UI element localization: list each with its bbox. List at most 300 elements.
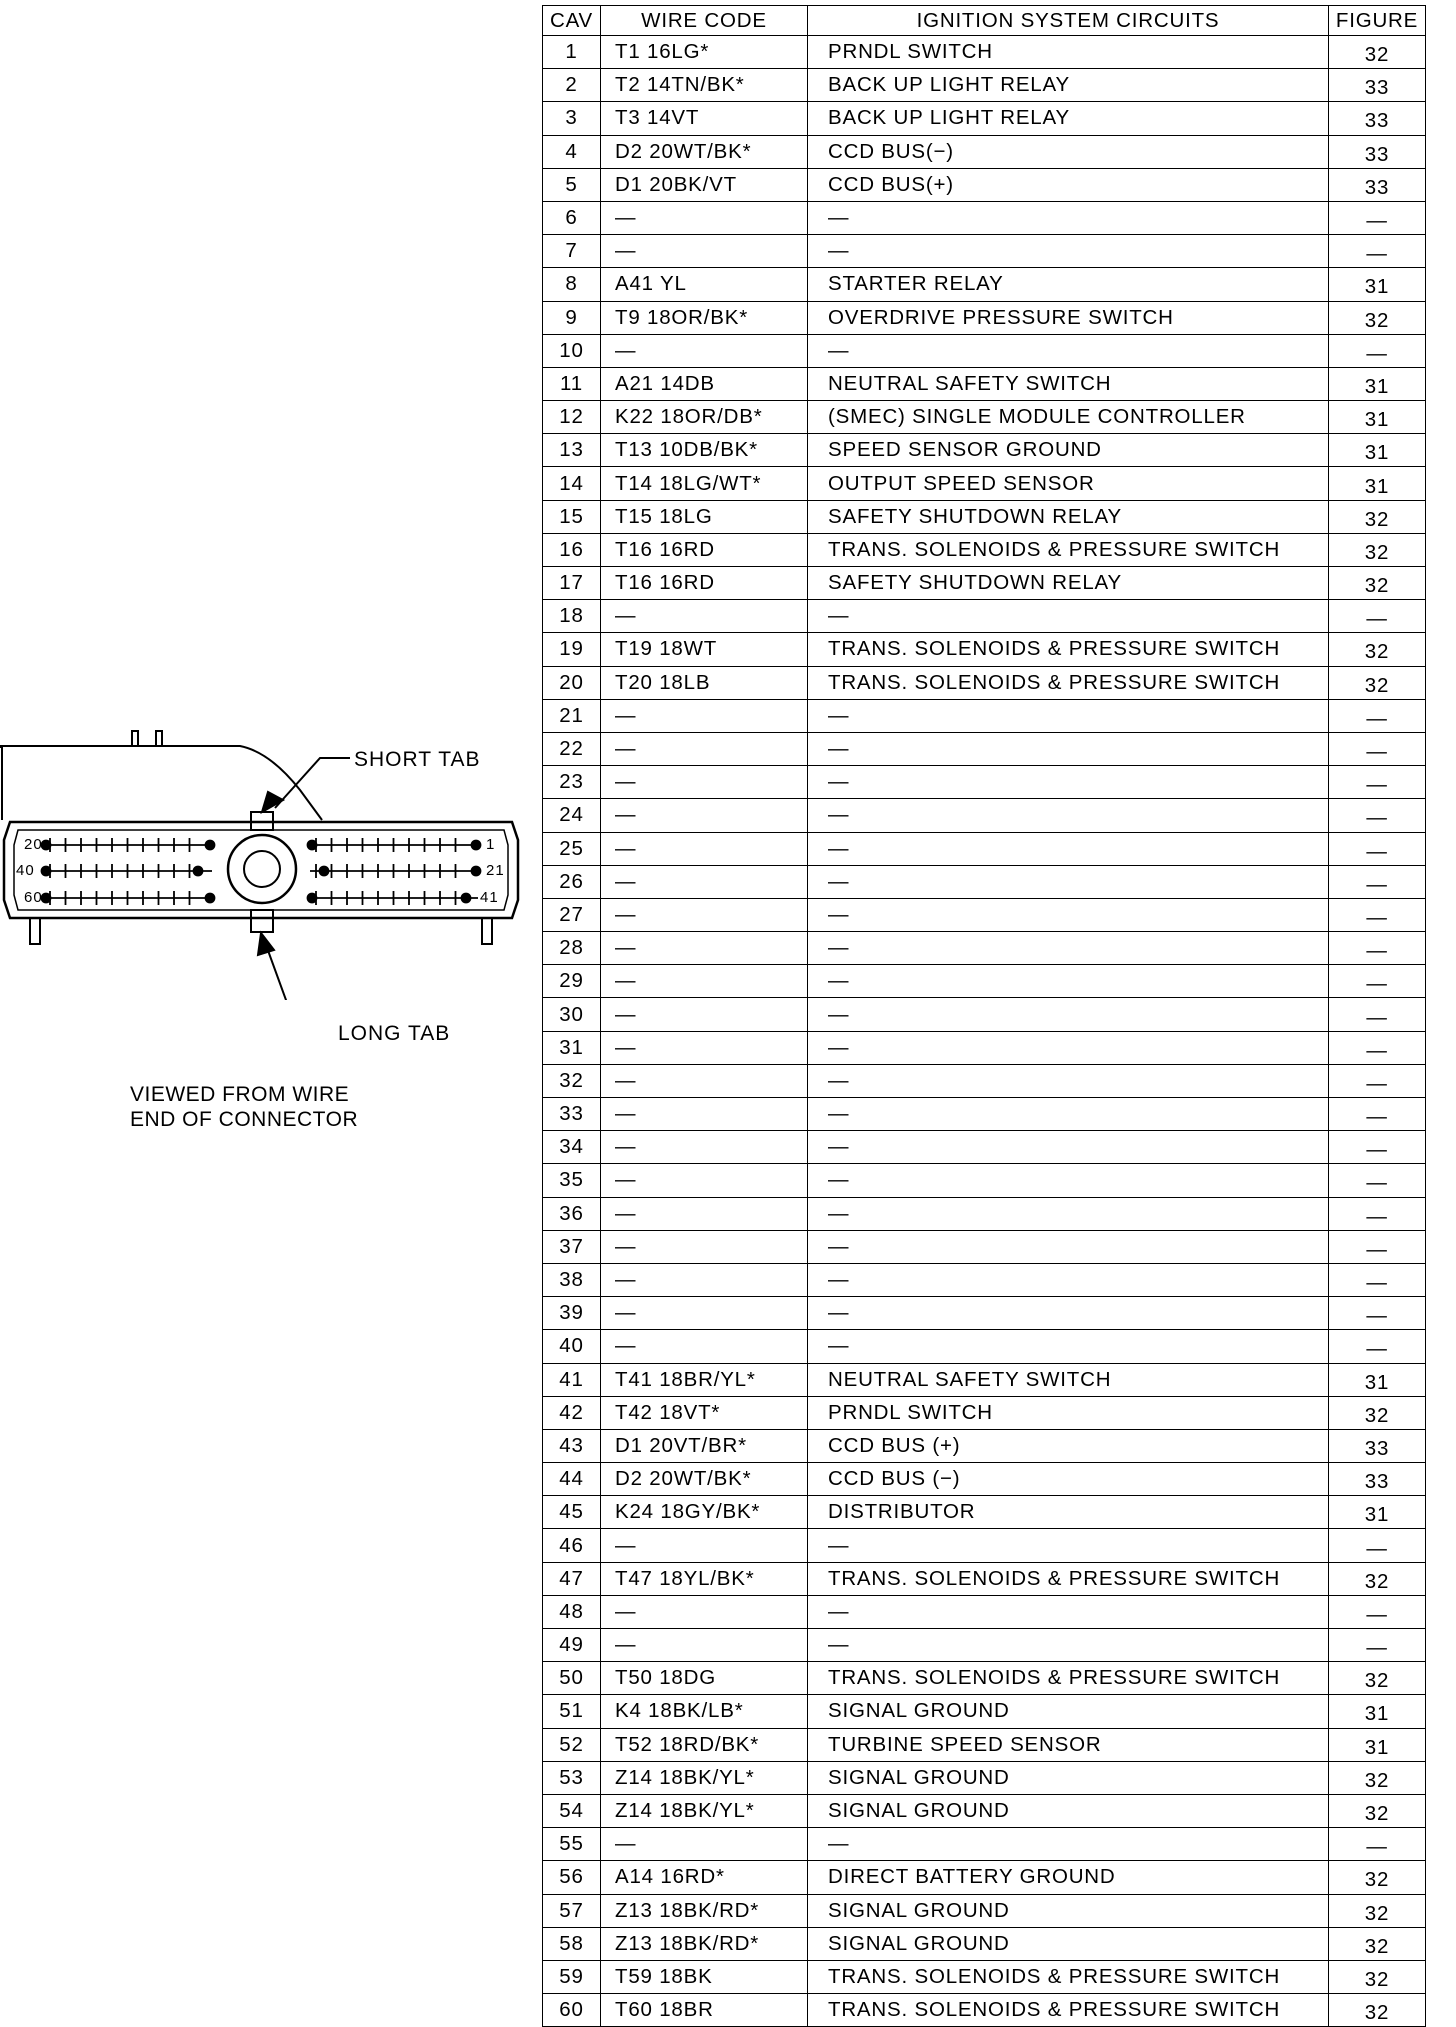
wire-code-cell: T1 16LG* bbox=[601, 36, 808, 69]
circuit-cell: — bbox=[808, 1595, 1329, 1628]
wire-code-cell: — bbox=[601, 965, 808, 998]
figure-cell: 32 bbox=[1329, 533, 1426, 566]
short-tab-arrowhead bbox=[262, 792, 283, 812]
wire-code-cell: D1 20BK/VT bbox=[601, 168, 808, 201]
table-row bbox=[543, 865, 1426, 898]
table-row bbox=[543, 633, 1426, 666]
figure-cell: — bbox=[1329, 832, 1426, 865]
figure-cell: 31 bbox=[1329, 434, 1426, 467]
table-row bbox=[543, 434, 1426, 467]
cav-cell: 51 bbox=[543, 1695, 601, 1728]
wire-code-cell: — bbox=[601, 1263, 808, 1296]
circuit-cell: NEUTRAL SAFETY SWITCH bbox=[808, 367, 1329, 400]
pin-label-20: 20 bbox=[24, 836, 43, 853]
table-row bbox=[543, 1429, 1426, 1462]
cav-cell: 37 bbox=[543, 1230, 601, 1263]
wire-code-cell: — bbox=[601, 998, 808, 1031]
table-row bbox=[543, 1263, 1426, 1296]
circuit-cell: SIGNAL GROUND bbox=[808, 1794, 1329, 1827]
wire-code-cell: — bbox=[601, 932, 808, 965]
figure-cell: 31 bbox=[1329, 1695, 1426, 1728]
figure-cell: 32 bbox=[1329, 567, 1426, 600]
wire-code-cell: — bbox=[601, 1131, 808, 1164]
cav-cell: 24 bbox=[543, 799, 601, 832]
figure-cell: 33 bbox=[1329, 1463, 1426, 1496]
pin-key-dot bbox=[462, 894, 471, 903]
wire-code-cell: T59 18BK bbox=[601, 1960, 808, 1993]
cav-cell: 58 bbox=[543, 1927, 601, 1960]
circuit-cell: NEUTRAL SAFETY SWITCH bbox=[808, 1363, 1329, 1396]
cav-cell: 46 bbox=[543, 1529, 601, 1562]
cav-cell: 56 bbox=[543, 1861, 601, 1894]
figure-cell: 33 bbox=[1329, 1429, 1426, 1462]
long-tab bbox=[251, 910, 273, 932]
table-row bbox=[543, 567, 1426, 600]
table-row bbox=[543, 533, 1426, 566]
table-row bbox=[543, 168, 1426, 201]
pin-key-dot bbox=[206, 894, 215, 903]
cav-cell: 12 bbox=[543, 401, 601, 434]
pinout-table-body bbox=[543, 36, 1426, 2027]
wire-code-cell: K22 18OR/DB* bbox=[601, 401, 808, 434]
wire-code-cell: — bbox=[601, 1629, 808, 1662]
figure-cell: 32 bbox=[1329, 1861, 1426, 1894]
circuit-cell: — bbox=[808, 235, 1329, 268]
wire-code-cell: D1 20VT/BR* bbox=[601, 1429, 808, 1462]
circuit-cell: (SMEC) SINGLE MODULE CONTROLLER bbox=[808, 401, 1329, 434]
table-row bbox=[543, 1463, 1426, 1496]
circuit-cell: — bbox=[808, 1131, 1329, 1164]
wire-code-cell: — bbox=[601, 1098, 808, 1131]
cav-cell: 15 bbox=[543, 500, 601, 533]
table-row bbox=[543, 201, 1426, 234]
wire-code-cell: T9 18OR/BK* bbox=[601, 301, 808, 334]
cav-cell: 41 bbox=[543, 1363, 601, 1396]
header-circuits: IGNITION SYSTEM CIRCUITS bbox=[808, 6, 1329, 36]
pin-key-dot bbox=[206, 841, 215, 850]
cav-cell: 44 bbox=[543, 1463, 601, 1496]
figure-cell: — bbox=[1329, 1230, 1426, 1263]
figure-cell: 32 bbox=[1329, 1960, 1426, 1993]
figure-cell: — bbox=[1329, 732, 1426, 765]
figure-cell: 33 bbox=[1329, 69, 1426, 102]
pin-key-dot bbox=[194, 867, 203, 876]
figure-cell: — bbox=[1329, 1330, 1426, 1363]
circuit-cell: SAFETY SHUTDOWN RELAY bbox=[808, 500, 1329, 533]
wire-code-cell: T3 14VT bbox=[601, 102, 808, 135]
circuit-cell: SIGNAL GROUND bbox=[808, 1761, 1329, 1794]
cav-cell: 23 bbox=[543, 766, 601, 799]
table-row bbox=[543, 1496, 1426, 1529]
cav-cell: 5 bbox=[543, 168, 601, 201]
circuit-cell: — bbox=[808, 799, 1329, 832]
table-row bbox=[543, 1529, 1426, 1562]
figure-cell: — bbox=[1329, 1164, 1426, 1197]
figure-cell: 32 bbox=[1329, 1761, 1426, 1794]
circuit-cell: — bbox=[808, 865, 1329, 898]
pin-label-21: 21 bbox=[486, 862, 505, 879]
cav-cell: 13 bbox=[543, 434, 601, 467]
circuit-cell: CCD BUS (+) bbox=[808, 1429, 1329, 1462]
table-row bbox=[543, 1927, 1426, 1960]
figure-cell: — bbox=[1329, 1828, 1426, 1861]
circuit-cell: DISTRIBUTOR bbox=[808, 1496, 1329, 1529]
circuit-cell: TURBINE SPEED SENSOR bbox=[808, 1728, 1329, 1761]
pin-key-dot bbox=[42, 894, 51, 903]
circuit-cell: — bbox=[808, 600, 1329, 633]
wire-code-cell: — bbox=[601, 898, 808, 931]
long-tab-arrowhead bbox=[258, 933, 274, 955]
cav-cell: 42 bbox=[543, 1396, 601, 1429]
figure-cell: — bbox=[1329, 1263, 1426, 1296]
wire-code-cell: — bbox=[601, 832, 808, 865]
figure-cell: — bbox=[1329, 766, 1426, 799]
header-wire-code: WIRE CODE bbox=[601, 6, 808, 36]
table-row bbox=[543, 1994, 1426, 2027]
figure-cell: — bbox=[1329, 998, 1426, 1031]
wire-code-cell: — bbox=[601, 201, 808, 234]
figure-cell: — bbox=[1329, 1297, 1426, 1330]
circuit-cell: — bbox=[808, 1629, 1329, 1662]
figure-cell: — bbox=[1329, 932, 1426, 965]
figure-cell: 32 bbox=[1329, 1396, 1426, 1429]
table-row bbox=[543, 1794, 1426, 1827]
figure-cell: 33 bbox=[1329, 168, 1426, 201]
cav-cell: 7 bbox=[543, 235, 601, 268]
wire-code-cell: — bbox=[601, 699, 808, 732]
circuit-cell: — bbox=[808, 334, 1329, 367]
circuit-cell: — bbox=[808, 965, 1329, 998]
circuit-cell: BACK UP LIGHT RELAY bbox=[808, 69, 1329, 102]
cav-cell: 22 bbox=[543, 732, 601, 765]
figure-cell: — bbox=[1329, 334, 1426, 367]
table-row bbox=[543, 1098, 1426, 1131]
pin-key-dot bbox=[320, 867, 329, 876]
wire-code-cell: — bbox=[601, 1230, 808, 1263]
table-row bbox=[543, 1297, 1426, 1330]
circuit-cell: TRANS. SOLENOIDS & PRESSURE SWITCH bbox=[808, 1994, 1329, 2027]
table-row bbox=[543, 301, 1426, 334]
latch-tab-right bbox=[156, 731, 162, 746]
wire-code-cell: — bbox=[601, 334, 808, 367]
circuit-cell: — bbox=[808, 201, 1329, 234]
table-row bbox=[543, 1761, 1426, 1794]
circuit-cell: TRANS. SOLENOIDS & PRESSURE SWITCH bbox=[808, 633, 1329, 666]
cav-cell: 35 bbox=[543, 1164, 601, 1197]
figure-cell: — bbox=[1329, 600, 1426, 633]
pin-label-60: 60 bbox=[24, 889, 43, 906]
cav-cell: 36 bbox=[543, 1197, 601, 1230]
figure-cell: — bbox=[1329, 1197, 1426, 1230]
table-row bbox=[543, 135, 1426, 168]
circuit-cell: CCD BUS(−) bbox=[808, 135, 1329, 168]
wire-code-cell: T15 18LG bbox=[601, 500, 808, 533]
table-row bbox=[543, 1131, 1426, 1164]
cav-cell: 49 bbox=[543, 1629, 601, 1662]
circuit-cell: — bbox=[808, 1263, 1329, 1296]
wire-code-cell: T19 18WT bbox=[601, 633, 808, 666]
wire-code-cell: — bbox=[601, 1330, 808, 1363]
figure-cell: 32 bbox=[1329, 1662, 1426, 1695]
circuit-cell: CCD BUS (−) bbox=[808, 1463, 1329, 1496]
header-cav: CAV bbox=[543, 6, 601, 36]
figure-cell: 31 bbox=[1329, 401, 1426, 434]
circuit-cell: SAFETY SHUTDOWN RELAY bbox=[808, 567, 1329, 600]
table-row bbox=[543, 1662, 1426, 1695]
pin-key-dot bbox=[42, 841, 51, 850]
wire-code-cell: A41 YL bbox=[601, 268, 808, 301]
figure-cell: 32 bbox=[1329, 633, 1426, 666]
cav-cell: 33 bbox=[543, 1098, 601, 1131]
table-row bbox=[543, 732, 1426, 765]
wire-code-cell: — bbox=[601, 1297, 808, 1330]
wire-code-cell: T60 18BR bbox=[601, 1994, 808, 2027]
figure-cell: — bbox=[1329, 865, 1426, 898]
cav-cell: 4 bbox=[543, 135, 601, 168]
circuit-cell: STARTER RELAY bbox=[808, 268, 1329, 301]
figure-cell: — bbox=[1329, 1064, 1426, 1097]
cav-cell: 32 bbox=[543, 1064, 601, 1097]
wire-code-cell: — bbox=[601, 865, 808, 898]
cav-cell: 28 bbox=[543, 932, 601, 965]
figure-cell: — bbox=[1329, 898, 1426, 931]
circuit-cell: — bbox=[808, 1330, 1329, 1363]
cav-cell: 54 bbox=[543, 1794, 601, 1827]
circuit-cell: BACK UP LIGHT RELAY bbox=[808, 102, 1329, 135]
table-row bbox=[543, 1064, 1426, 1097]
wire-code-cell: T50 18DG bbox=[601, 1662, 808, 1695]
circuit-cell: OVERDRIVE PRESSURE SWITCH bbox=[808, 301, 1329, 334]
latch-tab-left bbox=[132, 731, 138, 746]
cav-cell: 40 bbox=[543, 1330, 601, 1363]
figure-cell: 31 bbox=[1329, 1728, 1426, 1761]
circuit-cell: TRANS. SOLENOIDS & PRESSURE SWITCH bbox=[808, 1562, 1329, 1595]
connector-housing-top bbox=[0, 746, 322, 820]
table-row bbox=[543, 1828, 1426, 1861]
circuit-cell: DIRECT BATTERY GROUND bbox=[808, 1861, 1329, 1894]
cav-cell: 18 bbox=[543, 600, 601, 633]
cav-cell: 9 bbox=[543, 301, 601, 334]
table-row bbox=[543, 1197, 1426, 1230]
figure-cell: 31 bbox=[1329, 467, 1426, 500]
wire-code-cell: — bbox=[601, 732, 808, 765]
table-row bbox=[543, 268, 1426, 301]
cav-cell: 53 bbox=[543, 1761, 601, 1794]
cav-cell: 43 bbox=[543, 1429, 601, 1462]
figure-cell: 32 bbox=[1329, 1994, 1426, 2027]
cav-cell: 50 bbox=[543, 1662, 601, 1695]
cav-cell: 14 bbox=[543, 467, 601, 500]
cav-cell: 1 bbox=[543, 36, 601, 69]
circuit-cell: OUTPUT SPEED SENSOR bbox=[808, 467, 1329, 500]
figure-cell: — bbox=[1329, 1131, 1426, 1164]
table-row bbox=[543, 500, 1426, 533]
circuit-cell: — bbox=[808, 898, 1329, 931]
wire-code-cell: — bbox=[601, 1197, 808, 1230]
pin-key-dot bbox=[308, 894, 317, 903]
circuit-cell: TRANS. SOLENOIDS & PRESSURE SWITCH bbox=[808, 666, 1329, 699]
table-row bbox=[543, 1562, 1426, 1595]
circuit-cell: SIGNAL GROUND bbox=[808, 1695, 1329, 1728]
figure-cell: — bbox=[1329, 965, 1426, 998]
figure-cell: — bbox=[1329, 1529, 1426, 1562]
circuit-cell: — bbox=[808, 998, 1329, 1031]
pin-label-41: 41 bbox=[480, 889, 499, 906]
cav-cell: 57 bbox=[543, 1894, 601, 1927]
table-row bbox=[543, 1695, 1426, 1728]
pinout-table bbox=[542, 5, 1426, 2027]
circuit-cell: TRANS. SOLENOIDS & PRESSURE SWITCH bbox=[808, 533, 1329, 566]
wire-code-cell: T14 18LG/WT* bbox=[601, 467, 808, 500]
figure-cell: 32 bbox=[1329, 301, 1426, 334]
figure-cell: — bbox=[1329, 201, 1426, 234]
table-row bbox=[543, 1629, 1426, 1662]
circuit-cell: — bbox=[808, 932, 1329, 965]
cav-cell: 8 bbox=[543, 268, 601, 301]
circuit-cell: — bbox=[808, 1031, 1329, 1064]
figure-cell: — bbox=[1329, 1629, 1426, 1662]
table-row bbox=[543, 1330, 1426, 1363]
cav-cell: 21 bbox=[543, 699, 601, 732]
wire-code-cell: Z14 18BK/YL* bbox=[601, 1794, 808, 1827]
table-row bbox=[543, 467, 1426, 500]
table-row bbox=[543, 666, 1426, 699]
circuit-cell: SIGNAL GROUND bbox=[808, 1927, 1329, 1960]
circuit-cell: — bbox=[808, 699, 1329, 732]
table-row bbox=[543, 699, 1426, 732]
cav-cell: 59 bbox=[543, 1960, 601, 1993]
table-row bbox=[543, 1164, 1426, 1197]
cav-cell: 29 bbox=[543, 965, 601, 998]
wire-code-cell: T47 18YL/BK* bbox=[601, 1562, 808, 1595]
circuit-cell: — bbox=[808, 1529, 1329, 1562]
circuit-cell: — bbox=[808, 1828, 1329, 1861]
figure-cell: — bbox=[1329, 699, 1426, 732]
short-tab-label: SHORT TAB bbox=[354, 748, 481, 771]
cav-cell: 25 bbox=[543, 832, 601, 865]
figure-cell: 31 bbox=[1329, 1496, 1426, 1529]
wire-code-cell: — bbox=[601, 766, 808, 799]
wire-code-cell: — bbox=[601, 235, 808, 268]
cav-cell: 11 bbox=[543, 367, 601, 400]
table-row bbox=[543, 334, 1426, 367]
table-row bbox=[543, 36, 1426, 69]
wire-code-cell: — bbox=[601, 1529, 808, 1562]
table-row bbox=[543, 1894, 1426, 1927]
pin-label-1: 1 bbox=[486, 836, 496, 853]
pin-label-40: 40 bbox=[16, 862, 35, 879]
table-row bbox=[543, 932, 1426, 965]
connector-diagram bbox=[0, 0, 540, 1000]
table-row bbox=[543, 401, 1426, 434]
circuit-cell: SIGNAL GROUND bbox=[808, 1894, 1329, 1927]
figure-cell: — bbox=[1329, 799, 1426, 832]
figure-cell: 32 bbox=[1329, 1894, 1426, 1927]
figure-cell: 32 bbox=[1329, 500, 1426, 533]
wire-code-cell: D2 20WT/BK* bbox=[601, 135, 808, 168]
table-row bbox=[543, 898, 1426, 931]
circuit-cell: — bbox=[808, 1164, 1329, 1197]
figure-cell: 31 bbox=[1329, 268, 1426, 301]
pin-key-dot bbox=[472, 867, 481, 876]
figure-cell: — bbox=[1329, 1031, 1426, 1064]
figure-cell: — bbox=[1329, 1595, 1426, 1628]
circuit-cell: — bbox=[808, 1297, 1329, 1330]
cav-cell: 10 bbox=[543, 334, 601, 367]
pin-rows bbox=[42, 838, 481, 905]
wire-code-cell: Z13 18BK/RD* bbox=[601, 1927, 808, 1960]
cav-cell: 17 bbox=[543, 567, 601, 600]
wire-code-cell: — bbox=[601, 1595, 808, 1628]
pin-key-dot bbox=[472, 841, 481, 850]
circuit-cell: TRANS. SOLENOIDS & PRESSURE SWITCH bbox=[808, 1662, 1329, 1695]
table-row bbox=[543, 102, 1426, 135]
caption-line-1: VIEWED FROM WIRE bbox=[130, 1083, 350, 1106]
figure-cell: 31 bbox=[1329, 1363, 1426, 1396]
table-row bbox=[543, 367, 1426, 400]
wire-code-cell: — bbox=[601, 600, 808, 633]
table-row bbox=[543, 998, 1426, 1031]
wire-code-cell: — bbox=[601, 1064, 808, 1097]
cav-cell: 26 bbox=[543, 865, 601, 898]
wire-code-cell: — bbox=[601, 799, 808, 832]
circuit-cell: — bbox=[808, 832, 1329, 865]
circuit-cell: — bbox=[808, 766, 1329, 799]
circuit-cell: PRNDL SWITCH bbox=[808, 1396, 1329, 1429]
cav-cell: 34 bbox=[543, 1131, 601, 1164]
table-row bbox=[543, 1861, 1426, 1894]
mount-post-right bbox=[482, 918, 492, 944]
figure-cell: 31 bbox=[1329, 367, 1426, 400]
wire-code-cell: Z14 18BK/YL* bbox=[601, 1761, 808, 1794]
cav-cell: 38 bbox=[543, 1263, 601, 1296]
wire-code-cell: K24 18GY/BK* bbox=[601, 1496, 808, 1529]
wire-code-cell: — bbox=[601, 1828, 808, 1861]
figure-cell: 32 bbox=[1329, 666, 1426, 699]
cav-cell: 6 bbox=[543, 201, 601, 234]
circuit-cell: PRNDL SWITCH bbox=[808, 36, 1329, 69]
wire-code-cell: T13 10DB/BK* bbox=[601, 434, 808, 467]
cav-cell: 27 bbox=[543, 898, 601, 931]
cav-cell: 48 bbox=[543, 1595, 601, 1628]
wire-code-cell: T16 16RD bbox=[601, 567, 808, 600]
cav-cell: 39 bbox=[543, 1297, 601, 1330]
wire-code-cell: D2 20WT/BK* bbox=[601, 1463, 808, 1496]
circuit-cell: — bbox=[808, 1197, 1329, 1230]
table-row bbox=[543, 235, 1426, 268]
pin-key-dot bbox=[308, 841, 317, 850]
circuit-cell: — bbox=[808, 1230, 1329, 1263]
short-tab-leader bbox=[275, 758, 350, 808]
table-row bbox=[543, 1960, 1426, 1993]
circuit-cell: — bbox=[808, 1098, 1329, 1131]
figure-cell: 33 bbox=[1329, 135, 1426, 168]
circuit-cell: SPEED SENSOR GROUND bbox=[808, 434, 1329, 467]
circuit-cell: — bbox=[808, 732, 1329, 765]
table-row bbox=[543, 965, 1426, 998]
table-row bbox=[543, 1031, 1426, 1064]
table-row bbox=[543, 799, 1426, 832]
figure-cell: 32 bbox=[1329, 36, 1426, 69]
wire-code-cell: T2 14TN/BK* bbox=[601, 69, 808, 102]
cav-cell: 45 bbox=[543, 1496, 601, 1529]
wire-code-cell: T41 18BR/YL* bbox=[601, 1363, 808, 1396]
cav-cell: 47 bbox=[543, 1562, 601, 1595]
cav-cell: 19 bbox=[543, 633, 601, 666]
table-row bbox=[543, 69, 1426, 102]
connector-caption bbox=[130, 1082, 358, 1132]
wire-code-cell: T20 18LB bbox=[601, 666, 808, 699]
